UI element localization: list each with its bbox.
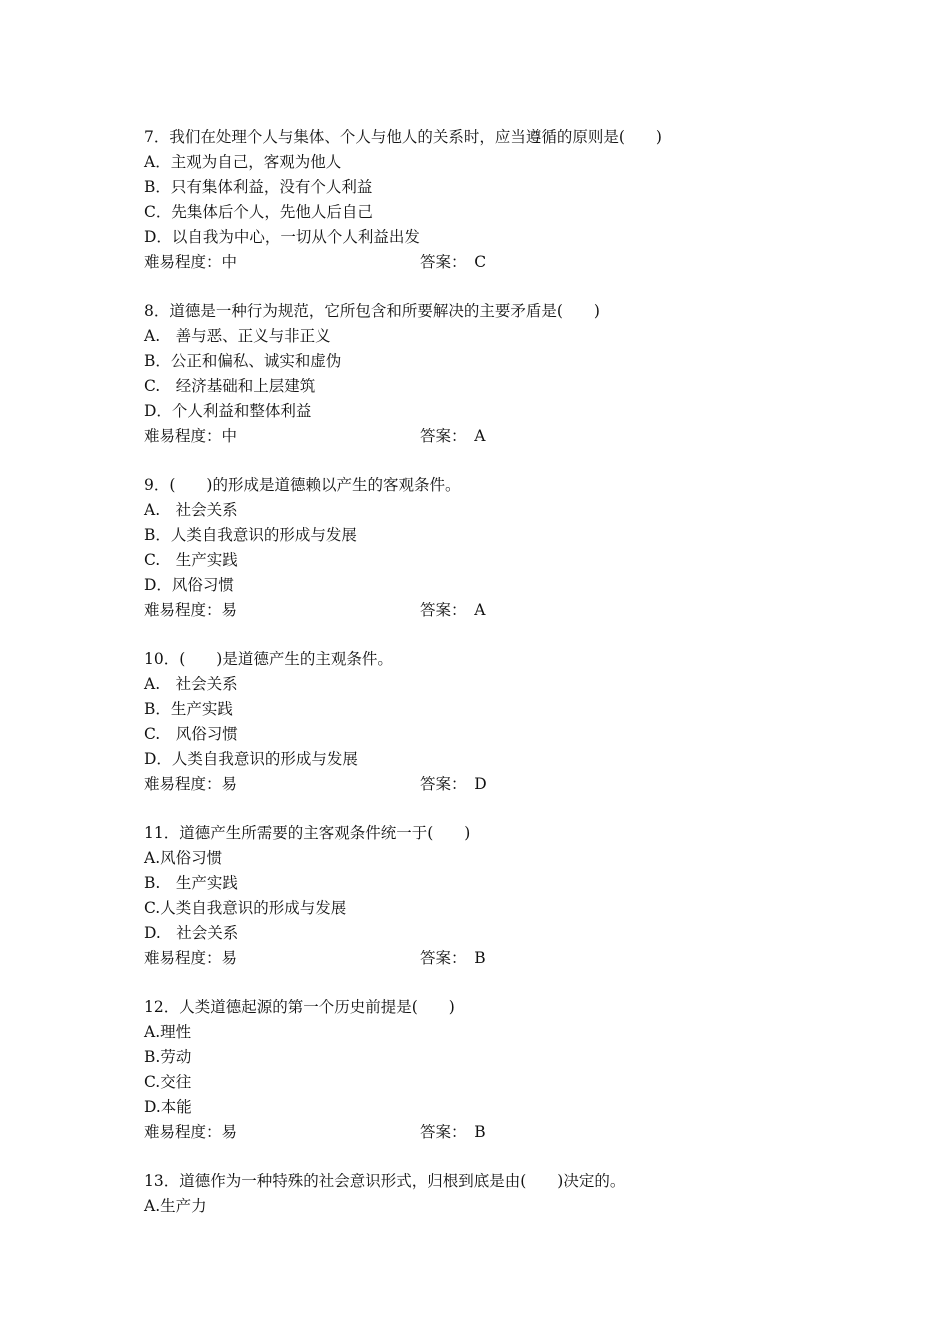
option-d: D．个人利益和整体利益	[144, 402, 312, 420]
difficulty-label: 难易程度：易	[144, 949, 238, 967]
option-c: C．先集体后个人，先他人后自己	[144, 203, 373, 221]
question-11	[144, 821, 784, 971]
question-8	[144, 299, 784, 449]
answer-label: 答案： B	[420, 1123, 486, 1141]
option-d: D.本能	[144, 1098, 192, 1116]
question-meta	[144, 772, 784, 797]
option-b: B．人类自我意识的形成与发展	[144, 526, 357, 544]
question-stem: 10．( )是道德产生的主观条件。	[144, 650, 393, 668]
option-a: A.生产力	[144, 1197, 207, 1215]
option-a: A. 社会关系	[144, 501, 238, 519]
option-b: B．只有集体利益，没有个人利益	[144, 178, 373, 196]
question-meta	[144, 424, 784, 449]
option-c: C. 经济基础和上层建筑	[144, 377, 316, 395]
option-a: A.理性	[144, 1023, 192, 1041]
option-d: D．人类自我意识的形成与发展	[144, 750, 358, 768]
question-stem: 9．( )的形成是道德赖以产生的客观条件。	[144, 476, 461, 494]
question-meta	[144, 946, 784, 971]
difficulty-label: 难易程度：易	[144, 775, 238, 793]
question-meta	[144, 598, 784, 623]
answer-label: 答案： A	[420, 427, 486, 445]
question-stem: 12．人类道德起源的第一个历史前提是( )	[144, 998, 455, 1016]
answer-label: 答案： C	[420, 253, 487, 271]
option-b: B．公正和偏私、诚实和虚伪	[144, 352, 342, 370]
option-a: A. 善与恶、正义与非正义	[144, 327, 331, 345]
question-stem: 13．道德作为一种特殊的社会意识形式，归根到底是由( )决定的。	[144, 1172, 626, 1190]
option-c: C.人类自我意识的形成与发展	[144, 899, 347, 917]
option-c: C.交往	[144, 1073, 192, 1091]
difficulty-label: 难易程度：易	[144, 601, 238, 619]
question-stem: 8．道德是一种行为规范，它所包含和所要解决的主要矛盾是( )	[144, 302, 600, 320]
difficulty-label: 难易程度：中	[144, 253, 238, 271]
question-9	[144, 473, 784, 623]
difficulty-label: 难易程度：中	[144, 427, 238, 445]
answer-label: 答案： B	[420, 949, 486, 967]
question-7	[144, 125, 784, 275]
question-13	[144, 1169, 784, 1219]
question-list	[144, 125, 784, 1243]
option-b: B. 生产实践	[144, 874, 238, 892]
question-10	[144, 647, 784, 797]
option-a: A. 社会关系	[144, 675, 238, 693]
option-d: D．以自我为中心，一切从个人利益出发	[144, 228, 420, 246]
question-meta	[144, 250, 784, 275]
option-b: B．生产实践	[144, 700, 233, 718]
option-d: D．风俗习惯	[144, 576, 234, 594]
question-stem: 7．我们在处理个人与集体、个人与他人的关系时，应当遵循的原则是( )	[144, 128, 662, 146]
difficulty-label: 难易程度：易	[144, 1123, 238, 1141]
answer-label: 答案： D	[420, 775, 487, 793]
option-d: D. 社会关系	[144, 924, 239, 942]
answer-label: 答案： A	[420, 601, 486, 619]
option-b: B.劳动	[144, 1048, 192, 1066]
question-meta	[144, 1120, 784, 1145]
question-12	[144, 995, 784, 1145]
option-c: C. 生产实践	[144, 551, 238, 569]
question-stem: 11．道德产生所需要的主客观条件统一于( )	[144, 824, 471, 842]
option-a: A.风俗习惯	[144, 849, 223, 867]
option-a: A．主观为自己，客观为他人	[144, 153, 342, 171]
option-c: C. 风俗习惯	[144, 725, 238, 743]
